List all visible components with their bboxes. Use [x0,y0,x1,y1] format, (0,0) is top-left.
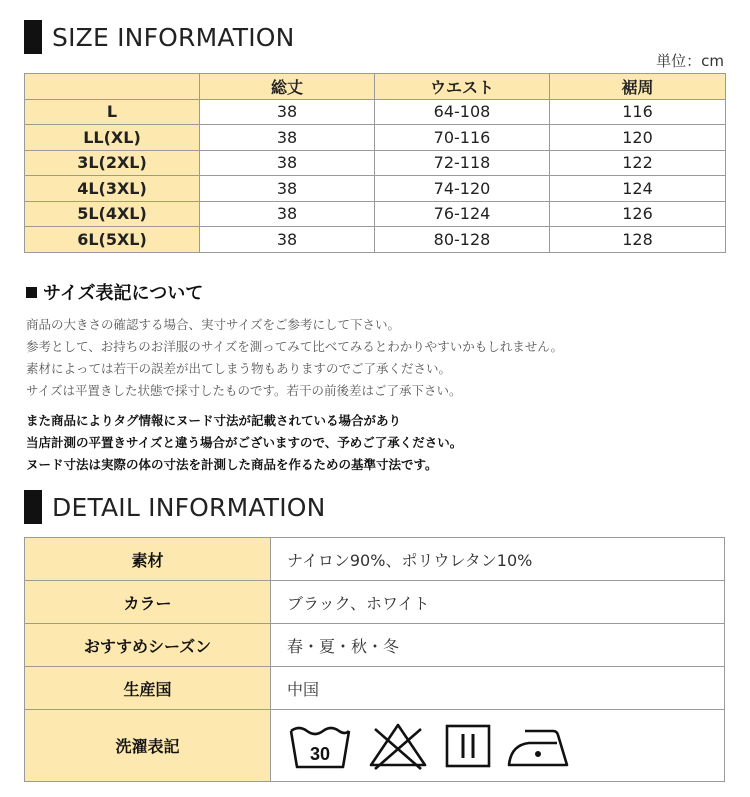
size-label: 3L(2XL) [25,150,200,176]
size-table-header-row [25,74,726,100]
detail-value: ナイロン90%、ポリウレタン10% [271,538,725,581]
table-row [25,201,726,227]
length-cell: 38 [200,150,375,176]
waist-cell: 76-124 [375,201,550,227]
size-heading-text: SIZE INFORMATION [52,22,295,52]
detail-table [24,537,725,782]
size-table [24,73,726,253]
heading-bar [24,20,42,54]
wash-30-icon [287,721,353,771]
square-bullet-icon [26,287,37,298]
detail-value: ブラック、ホワイト [271,581,725,624]
size-information-heading [24,20,295,54]
length-cell: 38 [200,176,375,202]
hem-cell: 126 [550,201,726,227]
hem-cell: 128 [550,227,726,253]
detail-label: 素材 [25,538,271,581]
length-cell: 38 [200,99,375,125]
care-icons [287,721,724,771]
detail-label: カラー [25,581,271,624]
size-col-header-waist: ウエスト [375,74,550,100]
size-col-header-length: 総丈 [200,74,375,100]
note-bold-line: ヌード寸法は実際の体の寸法を計測した商品を作るための基準寸法です。 [26,457,438,472]
detail-row-origin [25,667,725,710]
size-label: L [25,99,200,125]
line-dry-shade-icon [443,721,493,771]
unit-label: 単位：cm [656,52,724,70]
iron-low-icon [505,721,575,771]
table-row [25,125,726,151]
detail-label: 生産国 [25,667,271,710]
size-notes [26,314,563,402]
waist-cell: 72-118 [375,150,550,176]
waist-cell: 80-128 [375,227,550,253]
hem-cell: 116 [550,99,726,125]
size-label: 5L(4XL) [25,201,200,227]
detail-information-heading [24,490,326,524]
detail-value: 春・夏・秋・冬 [271,624,725,667]
no-bleach-icon [365,721,431,771]
nude-size-notes [26,410,462,476]
hem-cell: 124 [550,176,726,202]
detail-label: 洗濯表記 [25,710,271,782]
size-notes-title-text: サイズ表記について [43,283,204,304]
length-cell: 38 [200,125,375,151]
wash-temp-text: 30 [309,743,331,764]
detail-row-care [25,710,725,782]
hem-cell: 122 [550,150,726,176]
waist-cell: 70-116 [375,125,550,151]
size-col-header-blank [25,74,200,100]
size-label: 4L(3XL) [25,176,200,202]
size-label: LL(XL) [25,125,200,151]
care-icons-cell [271,710,725,782]
detail-row-material [25,538,725,581]
waist-cell: 74-120 [375,176,550,202]
detail-row-color [25,581,725,624]
detail-label: おすすめシーズン [25,624,271,667]
detail-row-season [25,624,725,667]
size-label: 6L(5XL) [25,227,200,253]
table-row [25,150,726,176]
detail-heading-text: DETAIL INFORMATION [52,492,326,522]
length-cell: 38 [200,201,375,227]
waist-cell: 64-108 [375,99,550,125]
note-bold-line: また商品によりタグ情報にヌード寸法が記載されている場合があり [26,413,402,428]
note-line: 参考として、お持ちのお洋服のサイズを測ってみて比べてみるとわかりやすいかもしれません。 [26,339,564,354]
note-line: サイズは平置きした状態で採寸したものです。若干の前後差はご了承下さい。 [26,383,462,398]
note-bold-line: 当店計測の平置きサイズと違う場合がございますので、予めご了承ください。 [26,435,463,450]
table-row [25,99,726,125]
size-notes-title [26,279,203,305]
hem-cell: 120 [550,125,726,151]
size-col-header-hem: 裾周 [550,74,726,100]
table-row [25,227,726,253]
note-line: 素材によっては若干の誤差が出てしまう物もありますのでご了承ください。 [26,361,452,376]
heading-bar [24,490,42,524]
note-line: 商品の大きさの確認する場合、実寸サイズをご参考にして下さい。 [26,317,401,332]
detail-value: 中国 [271,667,725,710]
length-cell: 38 [200,227,375,253]
table-row [25,176,726,202]
